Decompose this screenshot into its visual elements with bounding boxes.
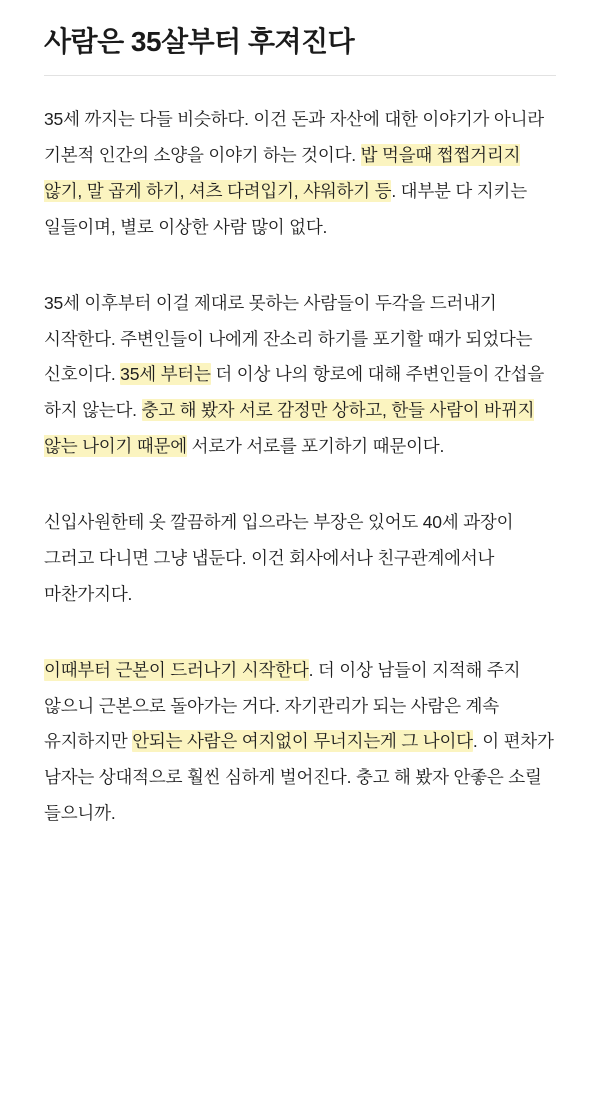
highlighted-text: 이때부터 근본이 드러나기 시작한다 xyxy=(44,659,309,680)
title-block xyxy=(0,0,600,75)
page-title: 사람은 35살부터 후져진다 xyxy=(44,26,355,57)
paragraph-3: 신입사원한테 옷 깔끔하게 입으라는 부장은 있어도 40세 과장이 그러고 다니면 그냥 냅둔다. 이건 회사에서나 친구관계에서나 마찬가지다. xyxy=(44,512,514,604)
highlighted-text: 안되는 사람은 여지없이 무너지는게 그 나이다 xyxy=(132,731,473,752)
article-body xyxy=(0,76,600,872)
highlighted-text: 밥 먹을때 쩝쩝거리지 않기, 말 곱게 하기, 셔츠 다려입기, 샤워하기 등 xyxy=(44,145,521,201)
paragraph-1: 35세 까지는 다들 비슷하다. 이건 돈과 자산에 대한 이야기가 아니라 기본적 인간의 소양을 이야기 하는 것이다. 밥 먹을때 쩝쩝거리지 않기, 말 곱게 하기, 셔츠 다려입기, 샤워하기 등. 대부분 다 지키는 일들이며, 별로 이상한 사람 많이 없다. xyxy=(44,109,545,237)
highlighted-text: 충고 해 봤자 서로 감정만 상하고, 한들 사람이 바뀌지 않는 나이기 때문에 xyxy=(44,400,535,457)
paragraph-2: 35세 이후부터 이걸 제대로 못하는 사람들이 두각을 드러내기 시작한다. 주변인들이 나에게 잔소리 하기를 포기할 때가 되었다는 신호이다. 35세 부터는 더 이상 나의 항로에 대해 주변인들이 간섭을 하지 않는다. 충고 해 봤자 서로 감정만 상하고, 한들 사람이 바뀌지 않는 나이기 때문에 서로가 서로를 포기하기 때문이다. xyxy=(44,292,545,457)
paragraph-4: 이때부터 근본이 드러나기 시작한다. 더 이상 남들이 지적해 주지 않으니 근본으로 돌아가는 거다. 자기관리가 되는 사람은 계속 유지하지만 안되는 사람은 여지없이 무너지는게 그 나이다. 이 편차가 남자는 상대적으로 훨씬 심하게 벌어진다. 충고 해 봤자 안좋은 소릴 들으니까. xyxy=(44,659,554,824)
bottom-spacer xyxy=(0,872,600,898)
highlighted-text: 35세 부터는 xyxy=(120,364,211,385)
